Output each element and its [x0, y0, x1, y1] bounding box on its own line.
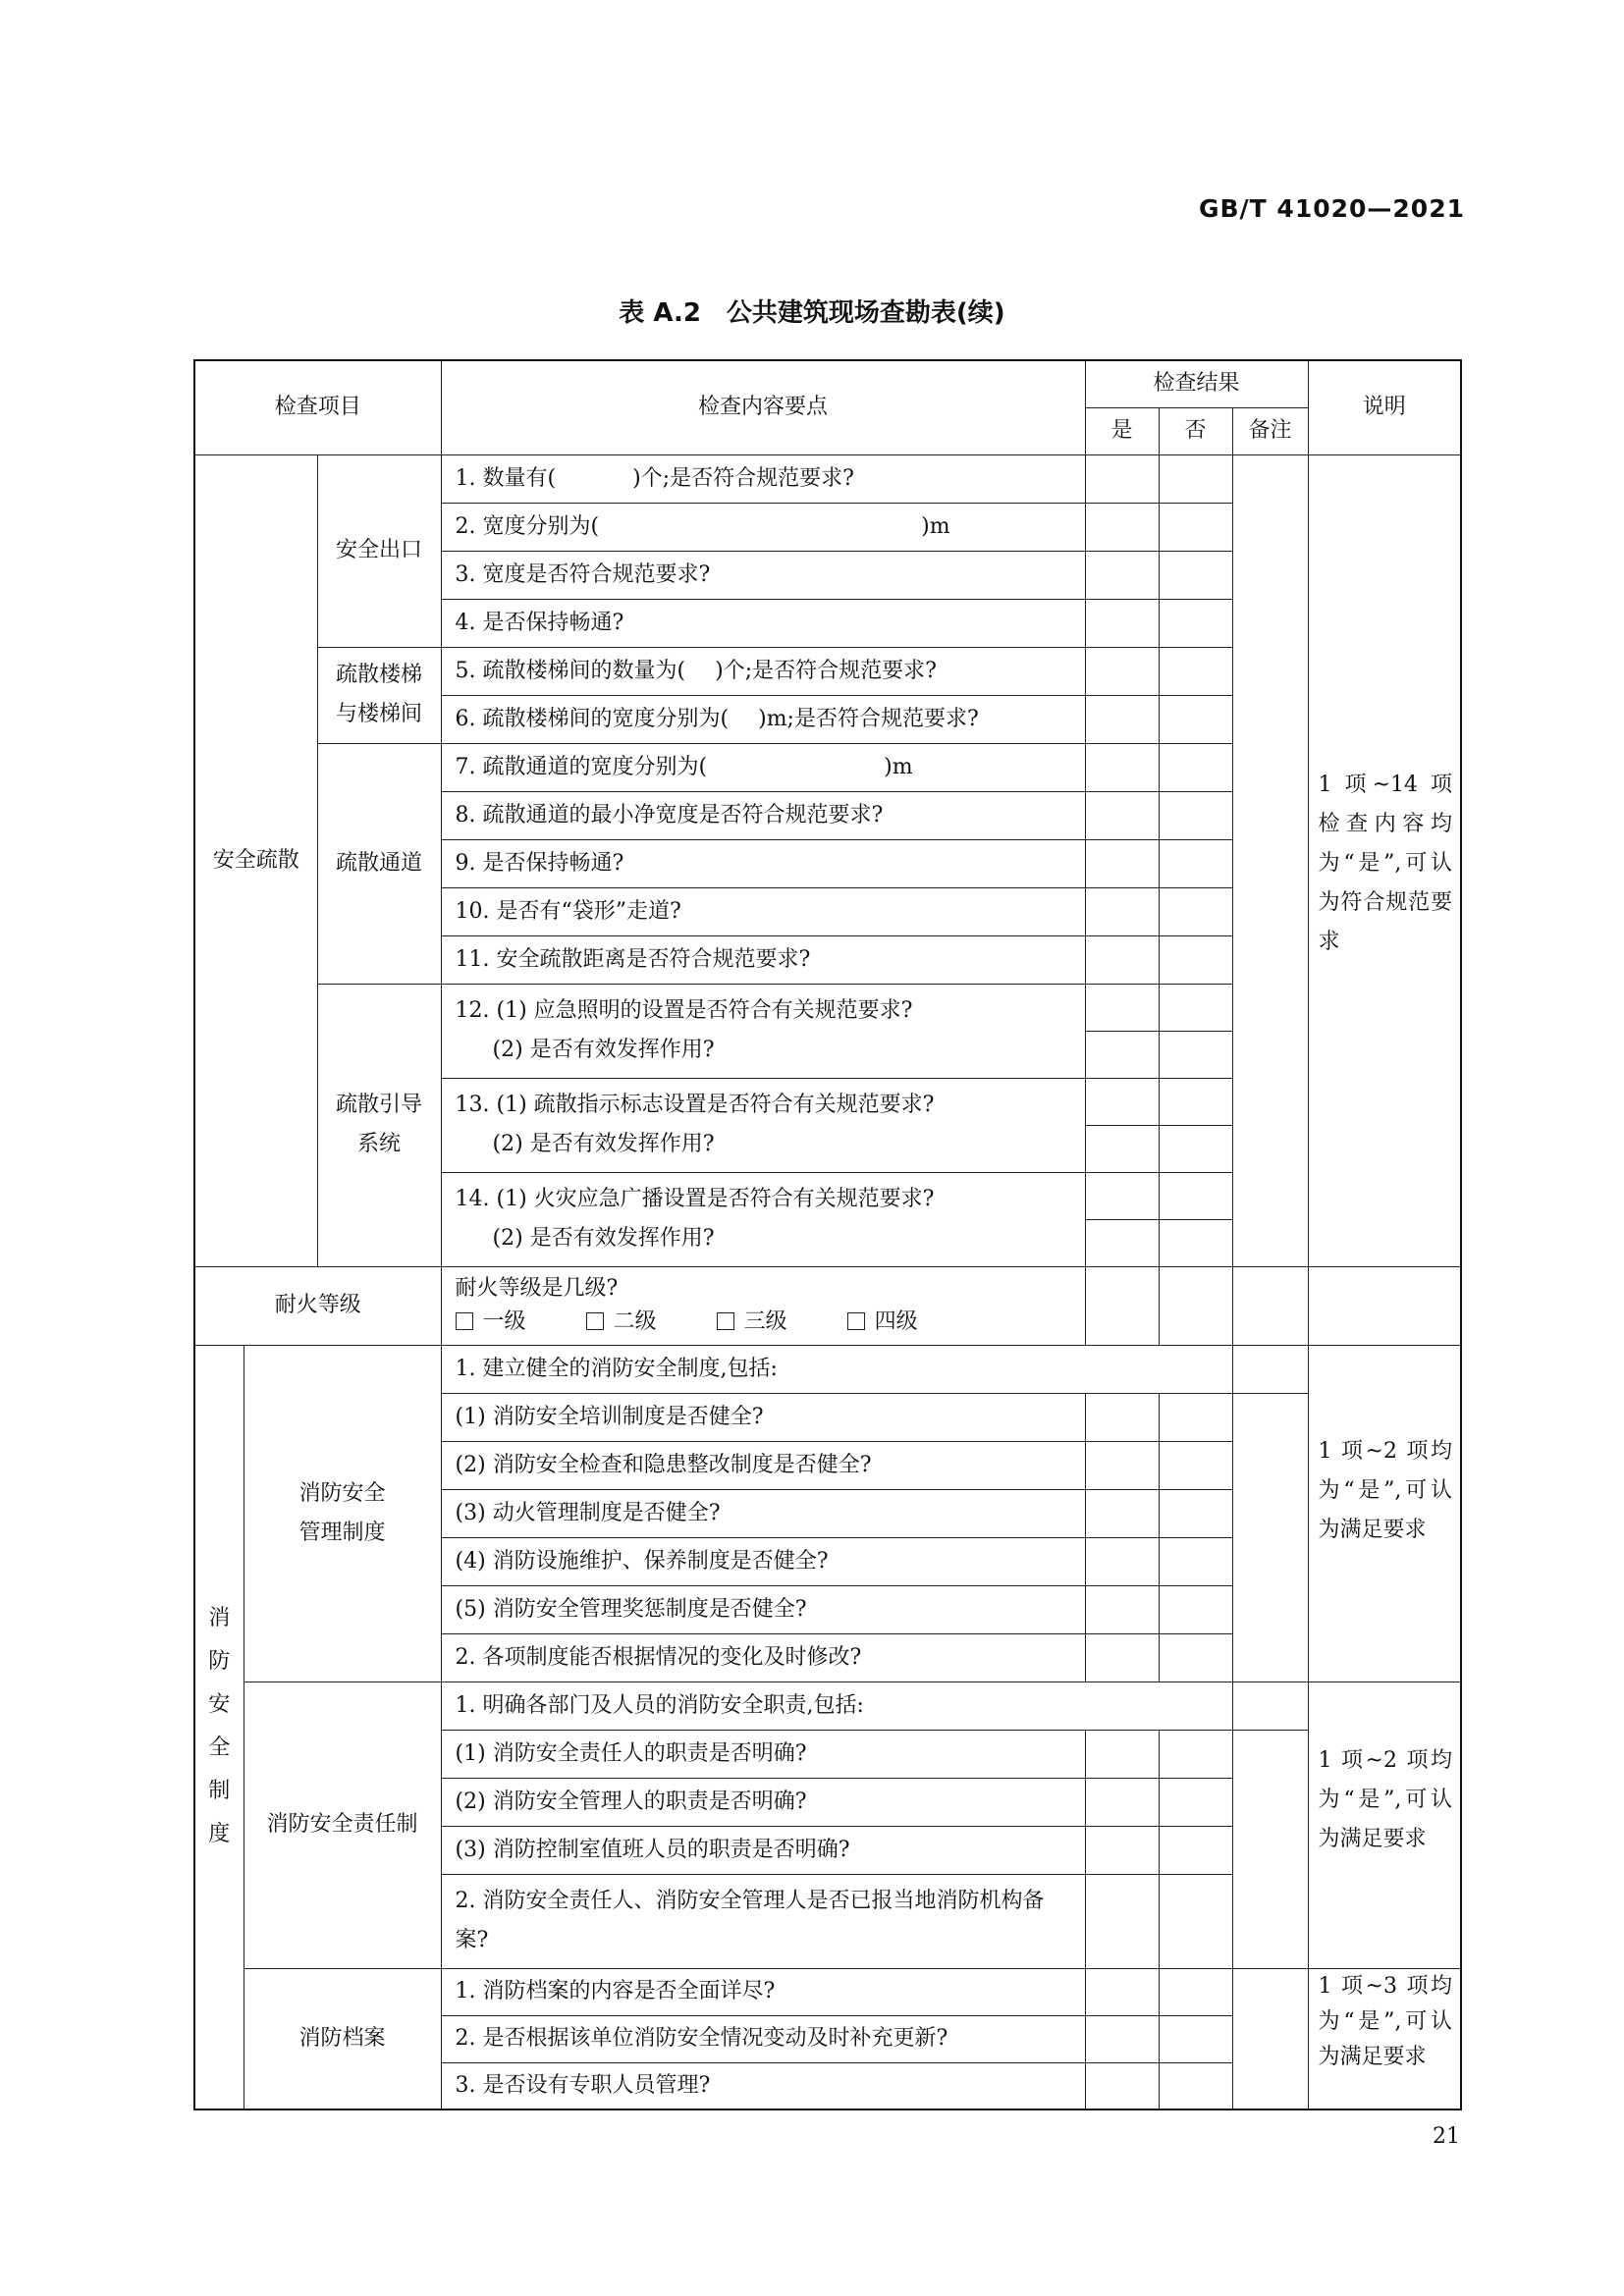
explain-note: 1 项~3 项均为“是”,可认为满足要求 — [1308, 1968, 1461, 2109]
no-cell[interactable] — [1159, 1125, 1232, 1172]
no-cell[interactable] — [1159, 1968, 1232, 2015]
sub-management-rules: 消防安全 管理制度 — [244, 1345, 441, 1682]
option-grade-1[interactable]: 一级 — [456, 1306, 526, 1339]
yes-cell[interactable] — [1085, 2015, 1159, 2062]
check-item: (4) 消防设施维护、保养制度是否健全? — [441, 1537, 1085, 1585]
yes-cell[interactable] — [1085, 1125, 1159, 1172]
no-cell[interactable] — [1159, 551, 1232, 599]
check-item: 2. 宽度分别为( )m — [441, 503, 1085, 551]
option-grade-2[interactable]: 二级 — [586, 1306, 657, 1339]
remark-cell[interactable] — [1232, 1345, 1308, 1393]
check-item: 7. 疏散通道的宽度分别为( )m — [441, 743, 1085, 791]
check-item: 10. 是否有“袋形”走道? — [441, 887, 1085, 935]
yes-cell[interactable] — [1085, 1489, 1159, 1537]
yes-cell[interactable] — [1085, 984, 1159, 1031]
check-item: (1) 消防安全责任人的职责是否明确? — [441, 1730, 1085, 1778]
yes-cell[interactable] — [1085, 887, 1159, 935]
checkbox-icon[interactable] — [586, 1312, 604, 1330]
yes-cell[interactable] — [1085, 743, 1159, 791]
no-cell[interactable] — [1159, 2015, 1232, 2062]
check-item: 3. 是否设有专职人员管理? — [441, 2062, 1085, 2109]
remark-cell[interactable] — [1232, 1682, 1308, 1730]
option-grade-3[interactable]: 三级 — [717, 1306, 787, 1339]
check-item: (1) 消防安全培训制度是否健全? — [441, 1393, 1085, 1441]
no-cell[interactable] — [1159, 647, 1232, 695]
no-cell[interactable] — [1159, 791, 1232, 839]
no-cell[interactable] — [1159, 743, 1232, 791]
check-item: 3. 宽度是否符合规范要求? — [441, 551, 1085, 599]
check-item: 6. 疏散楼梯间的宽度分别为( )m;是否符合规范要求? — [441, 695, 1085, 743]
check-item: 5. 疏散楼梯间的数量为( )个;是否符合规范要求? — [441, 647, 1085, 695]
check-item: 2. 各项制度能否根据情况的变化及时修改? — [441, 1633, 1085, 1682]
check-item: 4. 是否保持畅通? — [441, 599, 1085, 647]
no-cell[interactable] — [1159, 1078, 1232, 1125]
yes-cell[interactable] — [1085, 1393, 1159, 1441]
check-item: 1. 数量有( )个;是否符合规范要求? — [441, 454, 1085, 503]
no-cell[interactable] — [1159, 1730, 1232, 1778]
page-number: 21 — [1433, 2124, 1460, 2149]
category-fire-rating: 耐火等级 — [194, 1266, 441, 1345]
check-item: (5) 消防安全管理奖惩制度是否健全? — [441, 1585, 1085, 1633]
sub-responsibility: 消防安全责任制 — [244, 1682, 441, 1968]
yes-cell[interactable] — [1085, 1441, 1159, 1489]
remark-cell[interactable] — [1232, 454, 1308, 1266]
header-item: 检查项目 — [194, 360, 441, 454]
no-cell[interactable] — [1159, 2062, 1232, 2109]
yes-cell[interactable] — [1085, 1874, 1159, 1968]
yes-cell[interactable] — [1085, 1585, 1159, 1633]
remark-cell[interactable] — [1232, 1968, 1308, 2109]
check-item: (3) 动火管理制度是否健全? — [441, 1489, 1085, 1537]
no-cell[interactable] — [1159, 839, 1232, 887]
check-item: (2) 消防安全检查和隐患整改制度是否健全? — [441, 1441, 1085, 1489]
table-number: 表 A.2 — [619, 298, 701, 328]
remark-cell[interactable] — [1232, 1266, 1308, 1345]
no-cell[interactable] — [1159, 1393, 1232, 1441]
checkbox-icon[interactable] — [717, 1312, 734, 1330]
no-cell[interactable] — [1159, 1537, 1232, 1585]
standard-number: GB/T 41020—2021 — [1198, 194, 1465, 223]
yes-cell[interactable] — [1085, 1078, 1159, 1125]
no-cell[interactable] — [1159, 1031, 1232, 1078]
sub-fire-archive: 消防档案 — [244, 1968, 441, 2109]
yes-cell[interactable] — [1085, 791, 1159, 839]
yes-cell[interactable] — [1085, 1730, 1159, 1778]
no-cell[interactable] — [1159, 503, 1232, 551]
checkbox-icon[interactable] — [847, 1312, 865, 1330]
no-cell[interactable] — [1159, 984, 1232, 1031]
no-cell[interactable] — [1159, 599, 1232, 647]
no-cell[interactable] — [1159, 1266, 1232, 1345]
yes-cell[interactable] — [1085, 599, 1159, 647]
check-item: 1. 消防档案的内容是否全面详尽? — [441, 1968, 1085, 2015]
category-fire-safety-system: 消 防 安 全 制 度 — [194, 1345, 244, 2109]
remark-cell[interactable] — [1232, 1393, 1308, 1682]
yes-cell[interactable] — [1085, 1031, 1159, 1078]
table-title — [0, 293, 1624, 329]
check-item: 14. (1) 火灾应急广播设置是否符合有关规范要求? (2) 是否有效发挥作用? — [441, 1172, 1085, 1266]
option-grade-4[interactable]: 四级 — [847, 1306, 918, 1339]
header-remark: 备注 — [1232, 407, 1308, 454]
category-evacuation: 安全疏散 — [194, 454, 317, 1266]
sub-passage: 疏散通道 — [317, 743, 441, 984]
yes-cell[interactable] — [1085, 647, 1159, 695]
check-item: 1. 建立健全的消防安全制度,包括: — [441, 1345, 1232, 1393]
check-item: 1. 明确各部门及人员的消防安全职责,包括: — [441, 1682, 1232, 1730]
check-item: 12. (1) 应急照明的设置是否符合有关规范要求? (2) 是否有效发挥作用? — [441, 984, 1085, 1078]
check-item: (3) 消防控制室值班人员的职责是否明确? — [441, 1826, 1085, 1874]
explain-note: 1 项~14 项检查内容均为“是”,可认为符合规范要求 — [1308, 454, 1461, 1266]
yes-cell[interactable] — [1085, 1968, 1159, 2015]
no-cell[interactable] — [1159, 1172, 1232, 1219]
check-item: 2. 消防安全责任人、消防安全管理人是否已报当地消防机构备案? — [441, 1874, 1085, 1968]
sub-safety-exits: 安全出口 — [317, 454, 441, 647]
yes-cell[interactable] — [1085, 551, 1159, 599]
check-item: 9. 是否保持畅通? — [441, 839, 1085, 887]
no-cell[interactable] — [1159, 935, 1232, 984]
fire-rating-question: 耐火等级是几级? 一级 二级 三级 四级 — [441, 1266, 1085, 1345]
header-yes: 是 — [1085, 407, 1159, 454]
explain-note: 1 项~2 项均为“是”,可认为满足要求 — [1308, 1682, 1461, 1968]
yes-cell[interactable] — [1085, 1778, 1159, 1826]
remark-cell[interactable] — [1232, 1730, 1308, 1968]
yes-cell[interactable] — [1085, 1266, 1159, 1345]
no-cell[interactable] — [1159, 1778, 1232, 1826]
header-content: 检查内容要点 — [441, 360, 1085, 454]
yes-cell[interactable] — [1085, 1633, 1159, 1682]
no-cell[interactable] — [1159, 1585, 1232, 1633]
check-item: 2. 是否根据该单位消防安全情况变动及时补充更新? — [441, 2015, 1085, 2062]
sub-stairs: 疏散楼梯 与楼梯间 — [317, 647, 441, 743]
header-result: 检查结果 — [1085, 360, 1308, 407]
no-cell[interactable] — [1159, 887, 1232, 935]
no-cell[interactable] — [1159, 1441, 1232, 1489]
yes-cell[interactable] — [1085, 454, 1159, 503]
table-title-text: 公共建筑现场查勘表(续) — [726, 298, 1005, 328]
no-cell[interactable] — [1159, 1489, 1232, 1537]
yes-cell[interactable] — [1085, 503, 1159, 551]
no-cell[interactable] — [1159, 1874, 1232, 1968]
yes-cell[interactable] — [1085, 1537, 1159, 1585]
no-cell[interactable] — [1159, 695, 1232, 743]
check-item: (2) 消防安全管理人的职责是否明确? — [441, 1778, 1085, 1826]
check-item: 11. 安全疏散距离是否符合规范要求? — [441, 935, 1085, 984]
checkbox-icon[interactable] — [456, 1312, 473, 1330]
no-cell[interactable] — [1159, 1219, 1232, 1266]
no-cell[interactable] — [1159, 1633, 1232, 1682]
yes-cell[interactable] — [1085, 839, 1159, 887]
explain-note: 1 项~2 项均为“是”,可认为满足要求 — [1308, 1345, 1461, 1682]
sub-guidance-system: 疏散引导 系统 — [317, 984, 441, 1266]
yes-cell[interactable] — [1085, 1219, 1159, 1266]
inspection-table — [193, 359, 1462, 2110]
no-cell[interactable] — [1159, 454, 1232, 503]
yes-cell[interactable] — [1085, 1172, 1159, 1219]
check-item: 8. 疏散通道的最小净宽度是否符合规范要求? — [441, 791, 1085, 839]
no-cell[interactable] — [1159, 1826, 1232, 1874]
yes-cell[interactable] — [1085, 695, 1159, 743]
header-explain: 说明 — [1308, 360, 1461, 454]
check-item: 13. (1) 疏散指示标志设置是否符合有关规范要求? (2) 是否有效发挥作用? — [441, 1078, 1085, 1172]
explain-cell — [1308, 1266, 1461, 1345]
yes-cell[interactable] — [1085, 2062, 1159, 2109]
yes-cell[interactable] — [1085, 935, 1159, 984]
yes-cell[interactable] — [1085, 1826, 1159, 1874]
header-no: 否 — [1159, 407, 1232, 454]
